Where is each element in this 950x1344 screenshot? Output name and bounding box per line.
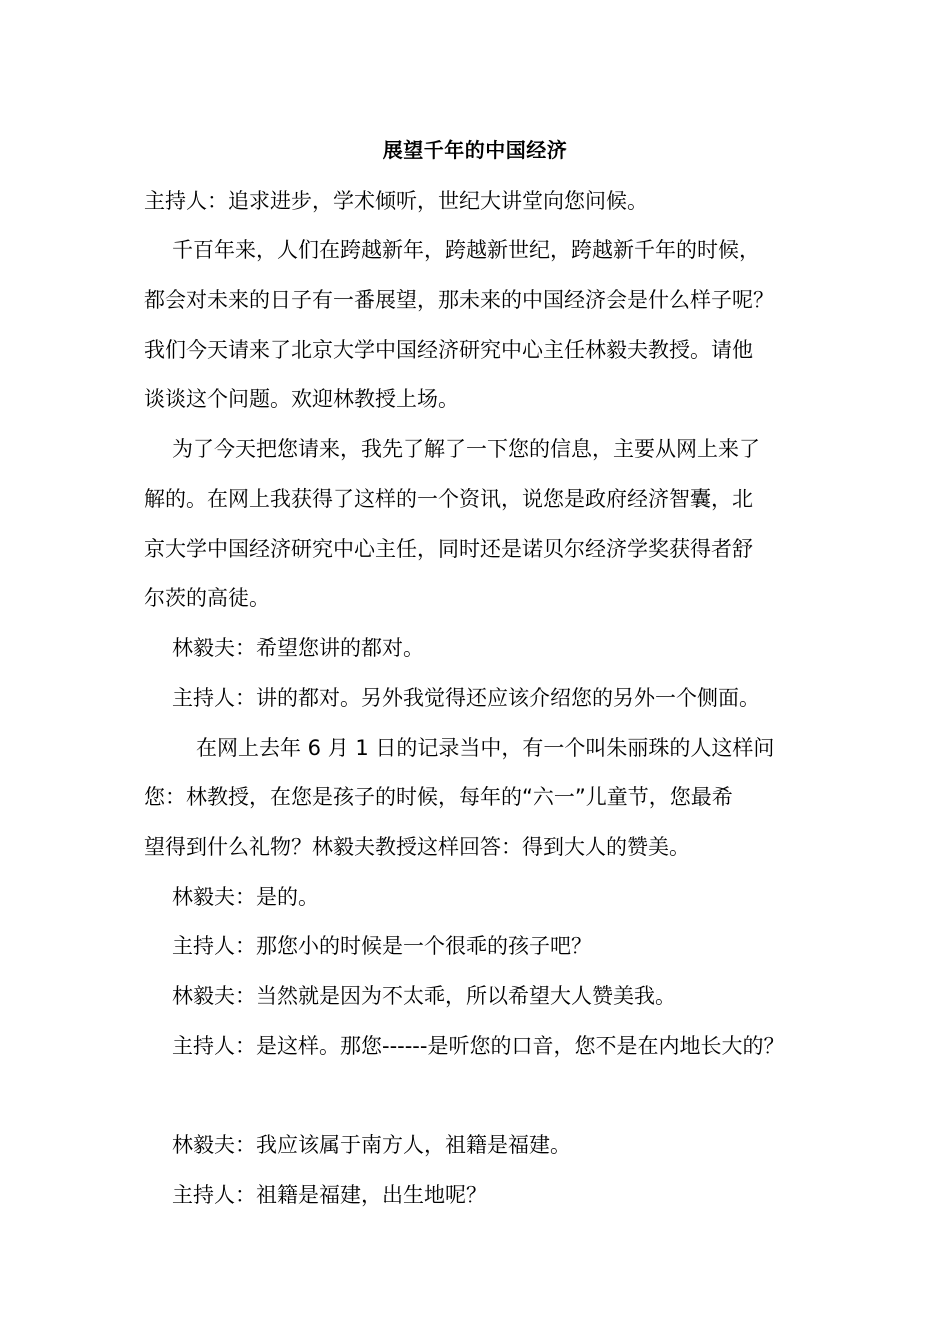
paragraph-line: 林毅夫：当然就是因为不太乖，所以希望大人赞美我。 xyxy=(172,984,676,1008)
paragraph-line: 谈谈这个问题。欢迎林教授上场。 xyxy=(144,387,459,411)
paragraph-line: 望得到什么礼物？林毅夫教授这样回答：得到大人的赞美。 xyxy=(144,835,690,859)
paragraph-line: 主持人：祖籍是福建，出生地呢？ xyxy=(172,1183,487,1207)
paragraph-line: 我们今天请来了北京大学中国经济研究中心主任林毅夫教授。请他 xyxy=(144,338,753,362)
paragraph-line: 在网上去年 6 月 1 日的记录当中，有一个叫朱丽珠的人这样问 xyxy=(196,736,775,760)
paragraph-line: 您：林教授，在您是孩子的时候，每年的“六一”儿童节，您最希 xyxy=(144,785,733,809)
paragraph-line: 主持人：是这样。那您------是听您的口音，您不是在内地长大的？ xyxy=(172,1034,785,1058)
paragraph-line: 京大学中国经济研究中心主任，同时还是诺贝尔经济学奖获得者舒 xyxy=(144,537,753,561)
paragraph-line: 都会对未来的日子有一番展望，那未来的中国经济会是什么样子呢？ xyxy=(144,288,774,312)
paragraph-line: 主持人：追求进步，学术倾听，世纪大讲堂向您问候。 xyxy=(144,189,648,213)
paragraph-line: 解的。在网上我获得了这样的一个资讯，说您是政府经济智囊，北 xyxy=(144,487,753,511)
paragraph-line: 主持人：讲的都对。另外我觉得还应该介绍您的另外一个侧面。 xyxy=(172,686,760,710)
paragraph-line: 林毅夫：希望您讲的都对。 xyxy=(172,636,424,660)
paragraph-line: 尔茨的高徒。 xyxy=(144,586,270,610)
document-title: 展望千年的中国经济 xyxy=(382,138,568,162)
paragraph-line: 林毅夫：我应该属于南方人，祖籍是福建。 xyxy=(172,1133,571,1157)
paragraph-line: 为了今天把您请来，我先了解了一下您的信息，主要从网上来了 xyxy=(172,437,760,461)
paragraph-line: 千百年来，人们在跨越新年，跨越新世纪，跨越新千年的时候， xyxy=(172,238,760,262)
paragraph-line: 林毅夫：是的。 xyxy=(172,885,319,909)
paragraph-line: 主持人：那您小的时候是一个很乖的孩子吧？ xyxy=(172,934,592,958)
